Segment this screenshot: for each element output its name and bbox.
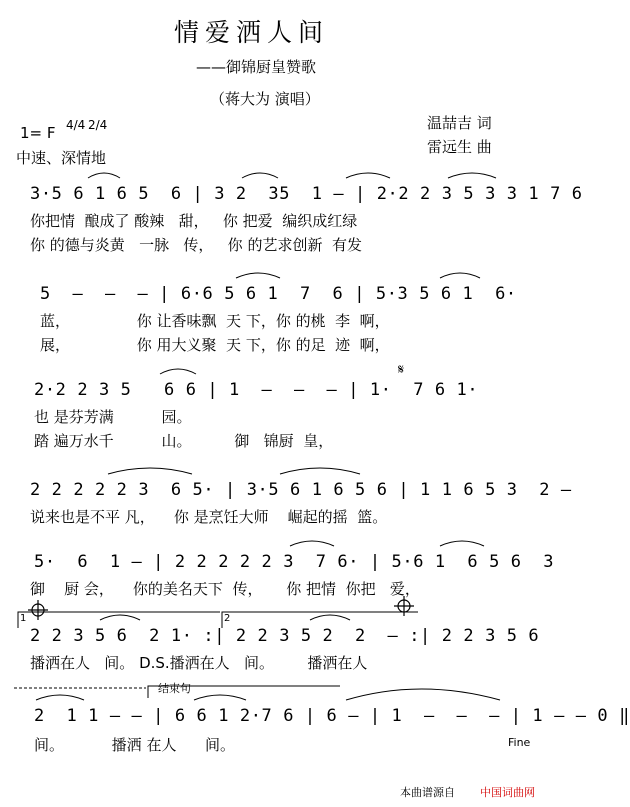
site-name: 中国词曲网 bbox=[480, 786, 535, 799]
source-text: 本曲谱源自 bbox=[400, 786, 455, 799]
slur bbox=[36, 695, 84, 700]
ending-label: 结束句 bbox=[158, 682, 191, 695]
system-6-lyrics-1: 播洒在人 间。 D.S.播洒在人 间。 播洒在人 bbox=[30, 654, 368, 672]
volta-2-bracket bbox=[222, 612, 418, 628]
coda-icon bbox=[394, 596, 414, 616]
slur bbox=[160, 369, 196, 374]
volta-2-label: 2 bbox=[224, 613, 231, 624]
time-signature-2: 2/4 bbox=[88, 118, 108, 132]
slur bbox=[440, 273, 480, 278]
system-7-lyrics-1: 间。 播洒 在人 间。 bbox=[34, 736, 236, 754]
volta-1-label: 1 bbox=[20, 613, 27, 624]
volta-1-bracket bbox=[18, 612, 220, 628]
slur bbox=[100, 615, 140, 620]
fine-marking: Fine bbox=[508, 736, 531, 749]
slur bbox=[290, 541, 334, 546]
slur bbox=[108, 468, 192, 474]
ending-bracket bbox=[148, 686, 340, 698]
system-2-lyrics-1: 蓝， 你 让香味飘 天 下，你 的桃 李 啊， bbox=[40, 312, 390, 330]
slur bbox=[448, 173, 496, 178]
system-3-lyrics-1: 也 是芬芳满 园。 bbox=[34, 408, 192, 426]
system-7-notes: 2 1 1 – – | 6 6 1 2·7 6 | 6 – | 1 – – – | 1 – – 0 ‖ bbox=[34, 706, 630, 726]
system-1-lyrics-1: 你把情 酿成了 酸辣 甜， 你 把爱 编织成红绿 bbox=[30, 212, 358, 230]
song-subtitle: ——御锦厨皇赞歌 bbox=[196, 58, 317, 76]
system-5-lyrics-1: 御 厨 会， 你的美名天下 传， 你 把情 你把 爱， bbox=[30, 580, 420, 598]
system-3-notes: 2·2 2 3 5 6 6 | 1 – – – | 1· 7 6 1· bbox=[34, 380, 479, 400]
slur bbox=[440, 541, 484, 546]
slur bbox=[310, 615, 350, 620]
system-1-lyrics-2: 你 的德与炎黄 一脉 传， 你 的艺求创新 有发 bbox=[30, 236, 362, 254]
time-signature-1: 4/4 bbox=[66, 118, 86, 132]
coda-icon bbox=[28, 600, 48, 620]
slur bbox=[88, 173, 120, 178]
key-signature: 1= F bbox=[20, 124, 56, 142]
system-3-lyrics-2: 踏 遍万水千 山。 御 锦厨 皇， bbox=[34, 432, 334, 450]
slur bbox=[346, 173, 390, 178]
svg-text:𝄋: 𝄋 bbox=[398, 362, 405, 378]
song-title: 情爱洒人间 bbox=[174, 18, 330, 47]
system-6-notes: 2 2 3 5 6 2 1· :| 2 2 3 5 2 2 – :| 2 2 3 5 6 bbox=[30, 626, 540, 646]
slur bbox=[194, 695, 246, 700]
system-5-notes: 5· 6 1 – | 2 2 2 2 2 3 7 6· | 5·6 1 6 5 6 3 bbox=[34, 552, 555, 572]
slur bbox=[242, 173, 278, 178]
lyricist-credit: 温喆吉 词 bbox=[427, 114, 492, 132]
system-2-lyrics-2: 展， 你 用大义聚 天 下，你 的足 迹 啊， bbox=[40, 336, 390, 354]
segno-icon bbox=[398, 362, 404, 378]
system-1-notes: 3·5 6 1 6 5 6 | 3 2 35 1 – | 2·2 2 3 5 3 3 1 7 6 bbox=[30, 184, 583, 204]
system-4-lyrics-1: 说来也是不平 凡， 你 是烹饪大师 崛起的摇 篮。 bbox=[30, 508, 388, 526]
system-4-notes: 2 2 2 2 2 3 6 5· | 3·5 6 1 6 5 6 | 1 1 6 5 3 2 – bbox=[30, 480, 572, 500]
slur bbox=[280, 468, 360, 474]
performer: （蒋大为 演唱） bbox=[210, 90, 320, 108]
tempo-marking: 中速、深情地 bbox=[16, 149, 107, 167]
slur bbox=[346, 689, 500, 700]
slur bbox=[236, 273, 280, 278]
system-2-notes: 5 – – – | 6·6 5 6 1 7 6 | 5·3 5 6 1 6· bbox=[40, 284, 517, 304]
composer-credit: 雷远生 曲 bbox=[427, 138, 492, 156]
